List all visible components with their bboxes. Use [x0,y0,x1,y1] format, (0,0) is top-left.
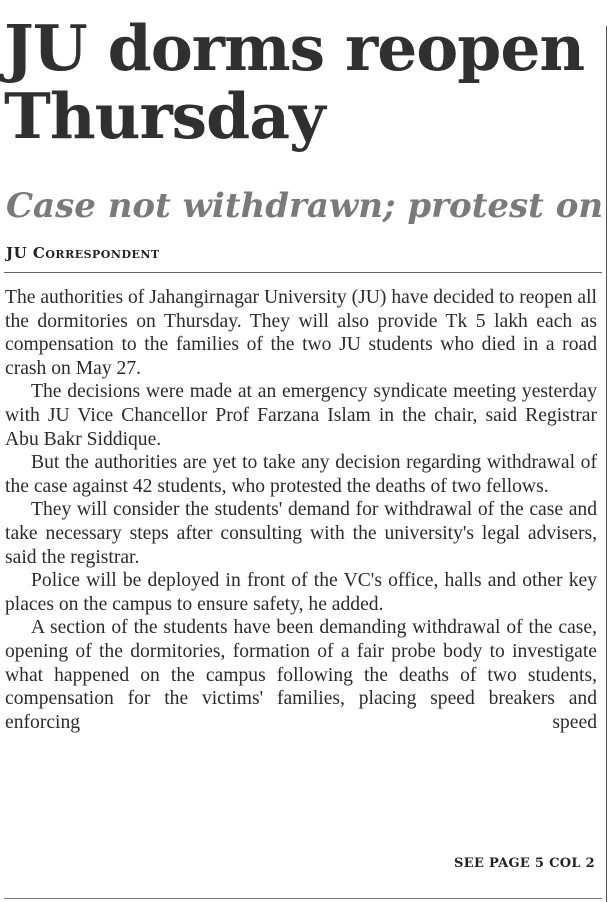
paragraph-5: Police will be deployed in front of the VC's office, halls and other key places on the campus to ensure safety, he added. [5,570,597,615]
subheadline: Case not withdrawn; protest on [6,186,604,226]
top-divider [4,272,602,273]
paragraph-6: A section of the students have been demanding withdrawal of the case, opening of the dormitories, formation of a fair probe body to investigate what happened on the campus following the deaths of two students, compensation for the victims' families, placing speed breakers and enforcing speed [5,617,597,733]
headline-line-1: JU dorms reopen [4,11,585,85]
continuation-note: SEE PAGE 5 COL 2 [454,856,595,871]
paragraph-4: They will consider the students' demand for withdrawal of the case and take necessary steps after consulting with the university's legal advisers, said the registrar. [5,499,597,568]
paragraph-2: The decisions were made at an emergency syndicate meeting yesterday with JU Vice Chancellor Prof Farzana Islam in the chair, said Registrar Abu Bakr Siddique. [5,381,597,450]
article-body [5,286,597,734]
bottom-divider [4,898,602,899]
paragraph-1: The authorities of Jahangirnagar University (JU) have decided to reopen all the dormitories on Thursday. They will also provide Tk 5 lakh each as compensation to the families of the two JU students who died in a road crash on May 27. [5,287,597,379]
headline [4,11,604,153]
column-divider [606,26,607,902]
headline-line-2: Thursday [4,79,325,153]
paragraph-3: But the authorities are yet to take any decision regarding withdrawal of the case against 42 students, who protested the deaths of two fellows. [5,452,597,497]
byline: JU Correspondent [6,244,160,262]
